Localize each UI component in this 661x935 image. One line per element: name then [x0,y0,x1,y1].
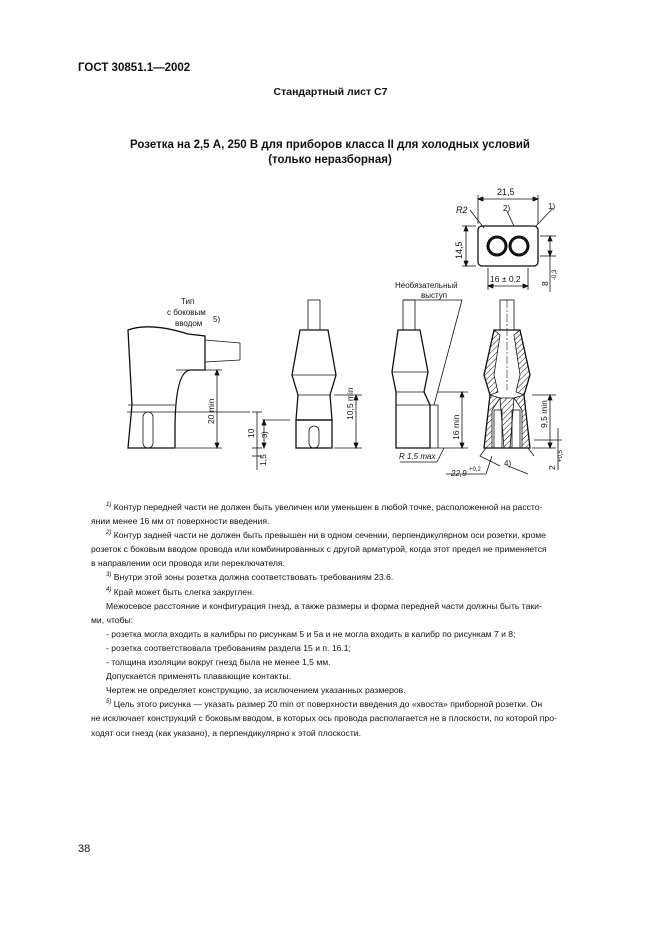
dim-3-marker: 3) [260,431,269,438]
dim-22-9: 22,9 [451,469,467,478]
bullet-1: - розетка могла входить в калибры по рисункам 5 и 5а и не могла входить в калибр по рисункам 7 и 8; [106,628,516,639]
note-3-text: Внутри этой зоны розетка должна соответствовать требованиям 23.6. [113,572,394,583]
note-4-marker: 4) [504,459,512,468]
note-5-cont-b: не исключает конструкций с боковым вводом, в которых ось провода располагается не в плоскости, по которой про- [91,713,557,724]
note-1-cont: янии менее 16 мм от поверхности введения. [91,516,270,527]
dim-10: 10 [246,428,256,438]
note-2-cont-b: розеток с боковым вводом провода или комбинированных с другой арматурой, когда этот предел не применяется [91,544,547,555]
note-1 [106,500,611,514]
dim-r-1-5: R 1,5 max [399,452,436,461]
dim-20-min: 20 min [206,398,216,424]
bullet-2: - розетка соответствовала требованиям раздела 15 и п. 16.1; [106,642,351,653]
dim-9-5-min: 9,5 min [539,400,549,428]
side-entry-view [127,327,290,470]
note-1-text-a: Контур передней части не должен быть увеличен или уменьшен в любой точке, расположенной на рассто- [113,502,543,512]
title-line-2: (только неразборная) [268,154,392,166]
note-5-cont-c: ходят оси гнезд (как указано), а перпендикулярно к этой плоскости. [91,727,361,738]
note-5 [106,697,611,711]
dim-depth-tol: -0,3 [552,269,558,280]
note-3-mark: 3) [106,572,112,579]
note-4-mark: 4) [106,586,112,593]
note-2 [106,528,611,542]
dim-width: 21,5 [497,187,515,197]
note-5-marker: 5) [213,315,221,324]
dim-pin-spacing: 16 ± 0,2 [490,274,521,284]
dim-16-min: 16 min [451,414,461,440]
dim-height: 14,5 [454,241,464,259]
title-line-1: Розетка на 2,5 А, 250 В для приборов класса II для холодных условий [130,139,530,151]
note-5-text-a: Цель этого рисунка — указать размер 20 min от поверхности введения до «хвоста» приборной розетки. Он [113,699,543,710]
dim-radius: R2 [456,205,468,215]
sheet-label: Стандартный лист С7 [273,86,388,98]
note-2-marker: 2) [503,204,511,213]
note-3 [106,570,611,584]
note-5-mark: 5) [106,699,112,706]
label-side: с боковым [167,308,206,317]
note-2-mark: 2) [106,530,112,537]
document-id: ГОСТ 30851.1—2002 [78,62,191,74]
note-2-cont-c: в направлении оси провода или переключателя. [91,558,285,569]
label-optional: Необязательный [395,281,458,290]
drawing-note: Чертеж не определяет конструкцию, за исключением указанных размеров. [106,685,406,696]
para-spacing-cont: ми, чтобы: [91,614,134,625]
dim-1-5: 1,5 [258,454,268,466]
page-number: 38 [78,843,91,855]
bullet-3: - толщина изоляции вокруг гнезд была не менее 1,5 мм. [106,657,331,668]
dim-depth: 8 [540,281,550,286]
floating-contacts: Допускается применять плавающие контакты. [106,671,291,682]
dim-10-5-min: 10,5 min [345,387,355,420]
front-view [292,300,362,448]
dim-22-9-tol: +0,2 [469,467,481,473]
dim-2: 2 [547,465,557,470]
note-1-mark: 1) [106,502,112,508]
label-protrusion: выступ [421,291,448,300]
note-4-text: Край может быть слегка закруглен. [113,586,255,597]
label-entry: вводом [175,319,203,328]
note-4 [106,585,611,599]
notes-block [91,500,611,740]
dim-2-tol: +0,5 [558,450,564,462]
para-spacing: Межосевое расстояние и конфигурация гнезд, а также размеры и форма передней части должны быть таки- [106,600,542,611]
note-1-marker: 1) [548,202,556,211]
note-2-text-a: Контур задней части не должен быть превышен ни в одном сечении, перпендикулярном оси розетки, кроме [113,530,546,541]
label-type: Тип [181,297,195,306]
